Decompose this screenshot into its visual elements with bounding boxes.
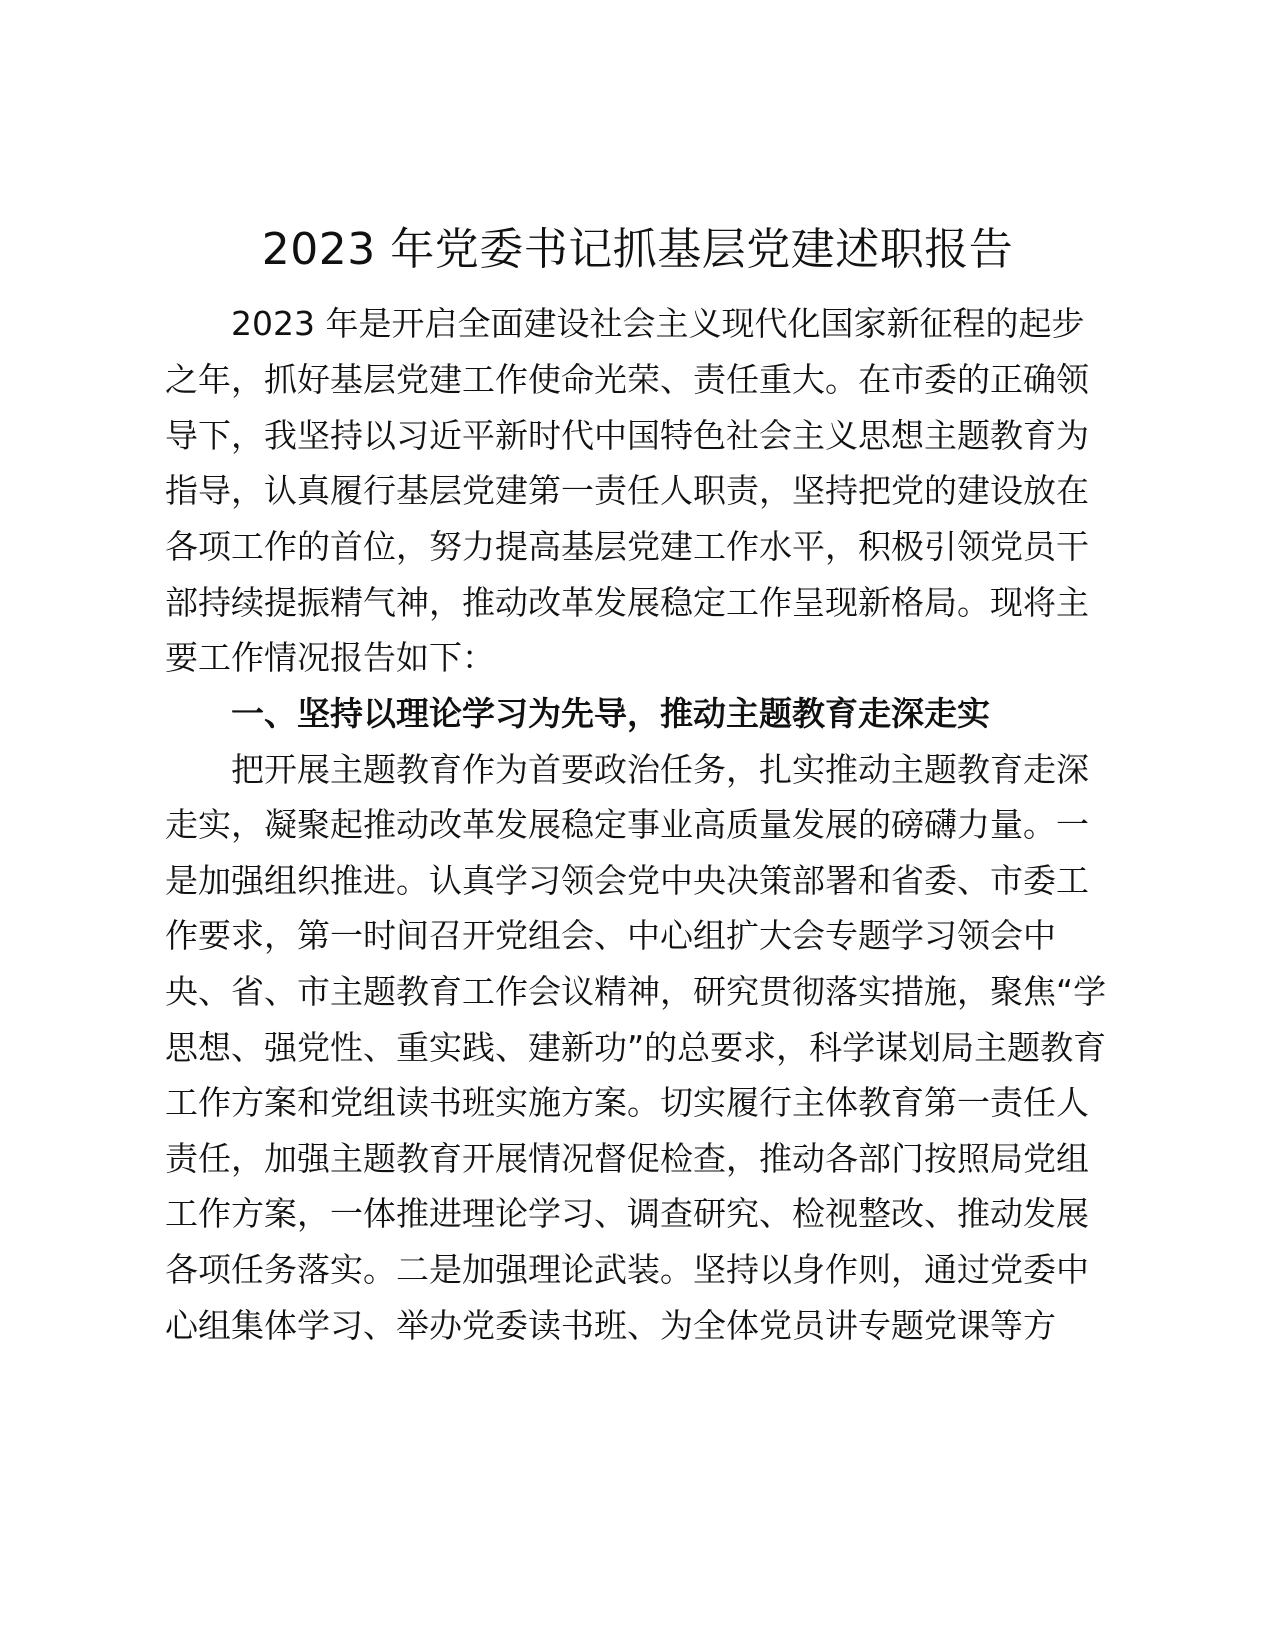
paragraph-line: 工作方案，一体推进理论学习、调查研究、检视整改、推动发展	[165, 1194, 1089, 1233]
paragraph-line: 思想、强党性、重实践、建新功”的总要求，科学谋划局主题教育	[165, 1028, 1107, 1067]
paragraph-line: 心组集体学习、举办党委读书班、为全体党员讲专题党课等方	[165, 1306, 1056, 1345]
paragraph-line: 导下，我坚持以习近平新时代中国特色社会主义思想主题教育为	[165, 416, 1089, 455]
paragraph-line: 各项任务落实。二是加强理论武装。坚持以身作则，通过党委中	[165, 1250, 1089, 1289]
paragraph-line: 部持续提振精气神，推动改革发展稳定工作呈现新格局。现将主	[165, 583, 1089, 622]
section-heading: 一、坚持以理论学习为先导，推动主题教育走深走实	[231, 694, 990, 733]
paragraph-line: 要工作情况报告如下：	[165, 638, 495, 677]
paragraph-line: 指导，认真履行基层党建第一责任人职责，坚持把党的建设放在	[165, 471, 1089, 510]
paragraph-line: 是加强组织推进。认真学习领会党中央决策部署和省委、市委工	[165, 861, 1089, 900]
paragraph-line: 作要求，第一时间召开党组会、中心组扩大会专题学习领会中	[165, 916, 1056, 955]
paragraph-line: 责任，加强主题教育开展情况督促检查，推动各部门按照局党组	[165, 1139, 1089, 1178]
document-title: 2023 年党委书记抓基层党建述职报告	[261, 224, 1014, 275]
paragraph-line: 把开展主题教育作为首要政治任务，扎实推动主题教育走深	[231, 750, 1089, 789]
paragraph-line: 之年，抓好基层党建工作使命光荣、责任重大。在市委的正确领	[165, 360, 1089, 399]
paragraph-line: 央、省、市主题教育工作会议精神，研究贯彻落实措施，聚焦“学	[165, 972, 1107, 1011]
paragraph-line: 2023 年是开启全面建设社会主义现代化国家新征程的起步	[231, 304, 1085, 343]
paragraph-line: 工作方案和党组读书班实施方案。切实履行主体教育第一责任人	[165, 1083, 1089, 1122]
paragraph-line: 各项工作的首位，努力提高基层党建工作水平，积极引领党员干	[165, 527, 1089, 566]
paragraph-line: 走实，凝聚起推动改革发展稳定事业高质量发展的磅礴力量。一	[165, 805, 1089, 844]
